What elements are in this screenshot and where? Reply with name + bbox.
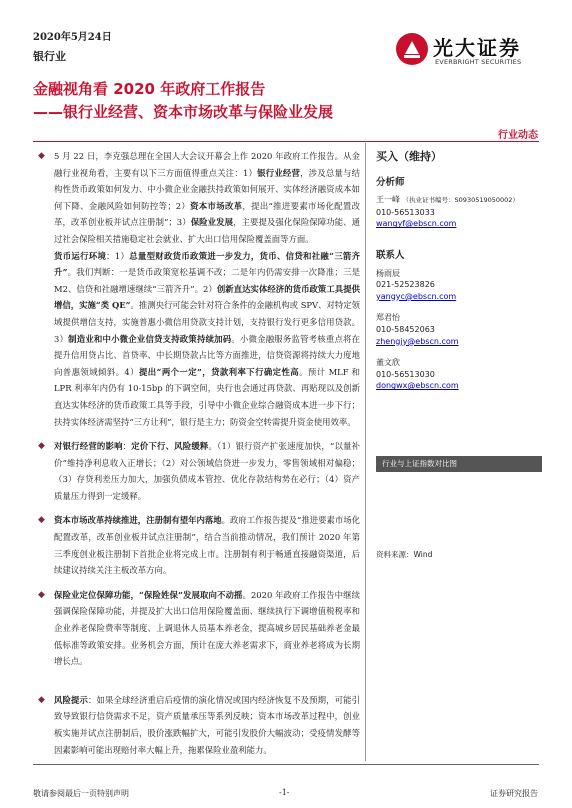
emphasis-text: 制造业和中小微企业信贷支持政策持续加码 [68,333,232,344]
emphasis-text: 保险业定位保障功能，“保险姓保”发展取向不动摇 [54,589,243,600]
report-type-tag: 行业动态 [498,130,538,141]
contact-email[interactable]: zhengjy@ebscn.com [376,336,459,346]
paragraph-capital-market [38,512,360,578]
analyst-line [376,194,541,207]
emphasis-text: 对银行经营的影响 [54,441,123,452]
analyst-phone: 010-56513033 [376,207,435,217]
brand-logo [395,30,543,70]
logo-mark-icon [395,32,429,66]
emphasis-text: 银行业经营 [257,167,301,178]
chart-placeholder [376,475,542,543]
paragraph-text [54,441,360,501]
body-text: ，主要提及强化保险保障功能、通过社会保险相关措施稳定社会就业、扩大出口信用保险覆盖面等方面。 [54,217,361,244]
emphasis-text: 提出“两个一定”，贷款利率下行确定性高 [138,366,300,377]
report-date: 2020年5月24日 [33,32,112,43]
industry-label: 银行业 [33,50,66,63]
contact-email[interactable]: dongwx@ebscn.com [376,381,459,391]
analyst-heading: 分析师 [376,176,405,188]
emphasis-text: 保险业发展 [190,217,234,228]
footer-report-type: 证券研究报告 [490,789,538,798]
contact-name: 郑君怡 [376,313,400,323]
contact-name: 杨雨辰 [376,268,400,278]
body-text: 。（1）银行资产扩张速度加快，“以量补价”维持净利息收入正增长；（2）对公领域信贷进一步发力，零售领域相对偏稳；（3）存贷利差压力加大，加强负债成本管控、优化存款结构势在必行；（4）资产质量压力得到一定缓释。 [54,441,361,501]
body-text: 。预计 MLF 和 LPR 利率年内仍有 10-15bp 的下调空间，央行也会通过再贷款、再贴现以及创新直达实体经济的货币政策工具等手段，引导中小微企业综合融资成本进一步下行；扶持实体经济需坚持“三方让利”，银行是主力；防资金空转需提升资金使用效率。 [54,366,360,427]
body-text: 5 月 22 日，李克强总理在全国人大会议开幕会上作 2020 年政府工作报告。从金融行业视角看，主要有以下三方面值得重点关注：1） [54,151,360,178]
diamond-bullet-icon: ◆ [38,151,45,161]
report-title: 金融视角看 2020 年政府工作报告 [33,80,266,98]
paragraph-risk [38,692,360,758]
paragraph-insurance [38,587,360,670]
emphasis-text: 货币运行环境 [54,250,107,261]
body-text: 。小微金融服务监管考核重点将在提升信用贷占比、首贷率、中长期贷款占比等方面推进，信贷资源将持续大力度地向普惠领域倾斜。4） [54,333,360,377]
side-column [376,148,541,392]
diamond-bullet-icon: ◆ [38,589,45,600]
body-text: ： [122,441,132,452]
rating: 买入（维持） [376,150,442,163]
paragraph-text [54,151,360,244]
contact-name: 董文欣 [376,358,400,368]
diamond-bullet-icon: ◆ [38,694,45,705]
emphasis-text: 资本市场改革持续推进，注册制有望年内落地 [54,515,222,526]
body-text: ：如果全球经济重启后疫情的演化情况或国内经济恢复不及预期，可能引致导致银行信贷需求不足，资产质量承压等系列反映；资本市场改革过程中，创业板实施并试点注册制后，股价涨跌幅扩大，可能引发股价大幅波动；受疫情发酵等因素影响可能出现赔付率大幅上升，拖累保险业盈利能力。 [54,694,360,755]
paragraph-text [54,590,360,666]
paragraph-summary [38,148,360,248]
contact-phone: 010-58452063 [376,324,435,334]
body-text: 。2020 年政府工作报告中继续强调保险保障功能，并提及扩大出口信用保险覆盖面、继续执行下调增值税税率和企业养老保险费率等制度、上调退休人员基本养老金，提高城乡居民基础养老金最低标准等政策安排。业务机会方面，预计在庞大养老需求下，商业养老将成为长期增长点。 [54,589,360,667]
emphasis-text: 风险提示 [54,694,89,705]
body-text: 。推测央行可能会针对符合条件的金融机构或 SPV、对特定领域提供增信支持，实施普惠小微信用贷款支持计划，支持银行发行更多信用贷款。3） [54,300,360,344]
body-text: 。政府工作报告提及“推进要素市场化配置改革，改革创业板并试点注册制”，结合当前推动情况，我们预计 2020 年第三季度创业板注册制下首批企业将完成上市。注册制有利于畅通直接融资渠道，后续建议持续关注主板改革方向。 [54,515,361,576]
footer-divider [33,764,539,765]
emphasis-text: 定价下行、风险缓释 [131,441,209,452]
emphasis-text: 创新直达实体经济的货币政策工具提供增信，实施“类 QE” [54,283,360,311]
body-text: ，涉及总量与结构性货币政策如何发力、中小微企业金融扶持政策如何展开、实体经济融资成本如何下降、金融风险如何防控等；2） [54,167,361,211]
brand-name-cn: 光大证券 [433,36,521,60]
body-text: ，提出“推进要素市场化配置改革，改革创业板并试点注册制”；3） [54,200,361,228]
main-column [38,148,360,758]
contact-phone: 021-52523826 [376,280,435,290]
analyst-cert: （执业证书编号：S0930519050002） [402,196,519,205]
brand-name-en: EVERBRIGHT SECURITIES [435,58,522,66]
emphasis-text: 资本市场改革 [190,200,243,211]
analyst-email[interactable]: wangyf@ebscn.com [376,219,457,229]
diamond-bullet-icon: ◆ [38,441,45,452]
paragraph-monetary [38,248,360,431]
contact-email[interactable]: yangyc@ebscn.com [376,291,457,301]
report-subtitle: ——银行业经营、资本市场改革与保险业发展 [33,103,334,121]
analyst-name: 王一峰 [376,195,400,205]
footer-disclaimer: 敬请参阅最后一页特别声明 [33,789,129,798]
paragraph-bank-impact [38,438,360,504]
paragraph-text [54,515,360,575]
chart-header: 行业与上证指数对比图 [376,456,542,472]
body-text: 。我们判断：一是货币政策宽松基调不改；二是年内仍需安排一次降准；三是 M2、信贷和社融增速继续“三箭齐升”。2） [54,267,361,294]
header-divider [33,141,539,142]
body-text: ：1） [106,250,130,261]
diamond-bullet-icon: ◆ [38,515,45,526]
contact-phone: 010-56513030 [376,369,435,379]
column-divider [365,143,366,761]
paragraph-text [54,695,360,755]
page-number: -1- [279,788,290,797]
chart-source: 资料来源：Wind [376,550,433,559]
emphasis-text: 总量型财政货币政策进一步发力，货币、信贷和社融“三箭齐升” [54,250,360,278]
paragraph-text [54,251,360,427]
contact-heading: 联系人 [376,249,405,261]
